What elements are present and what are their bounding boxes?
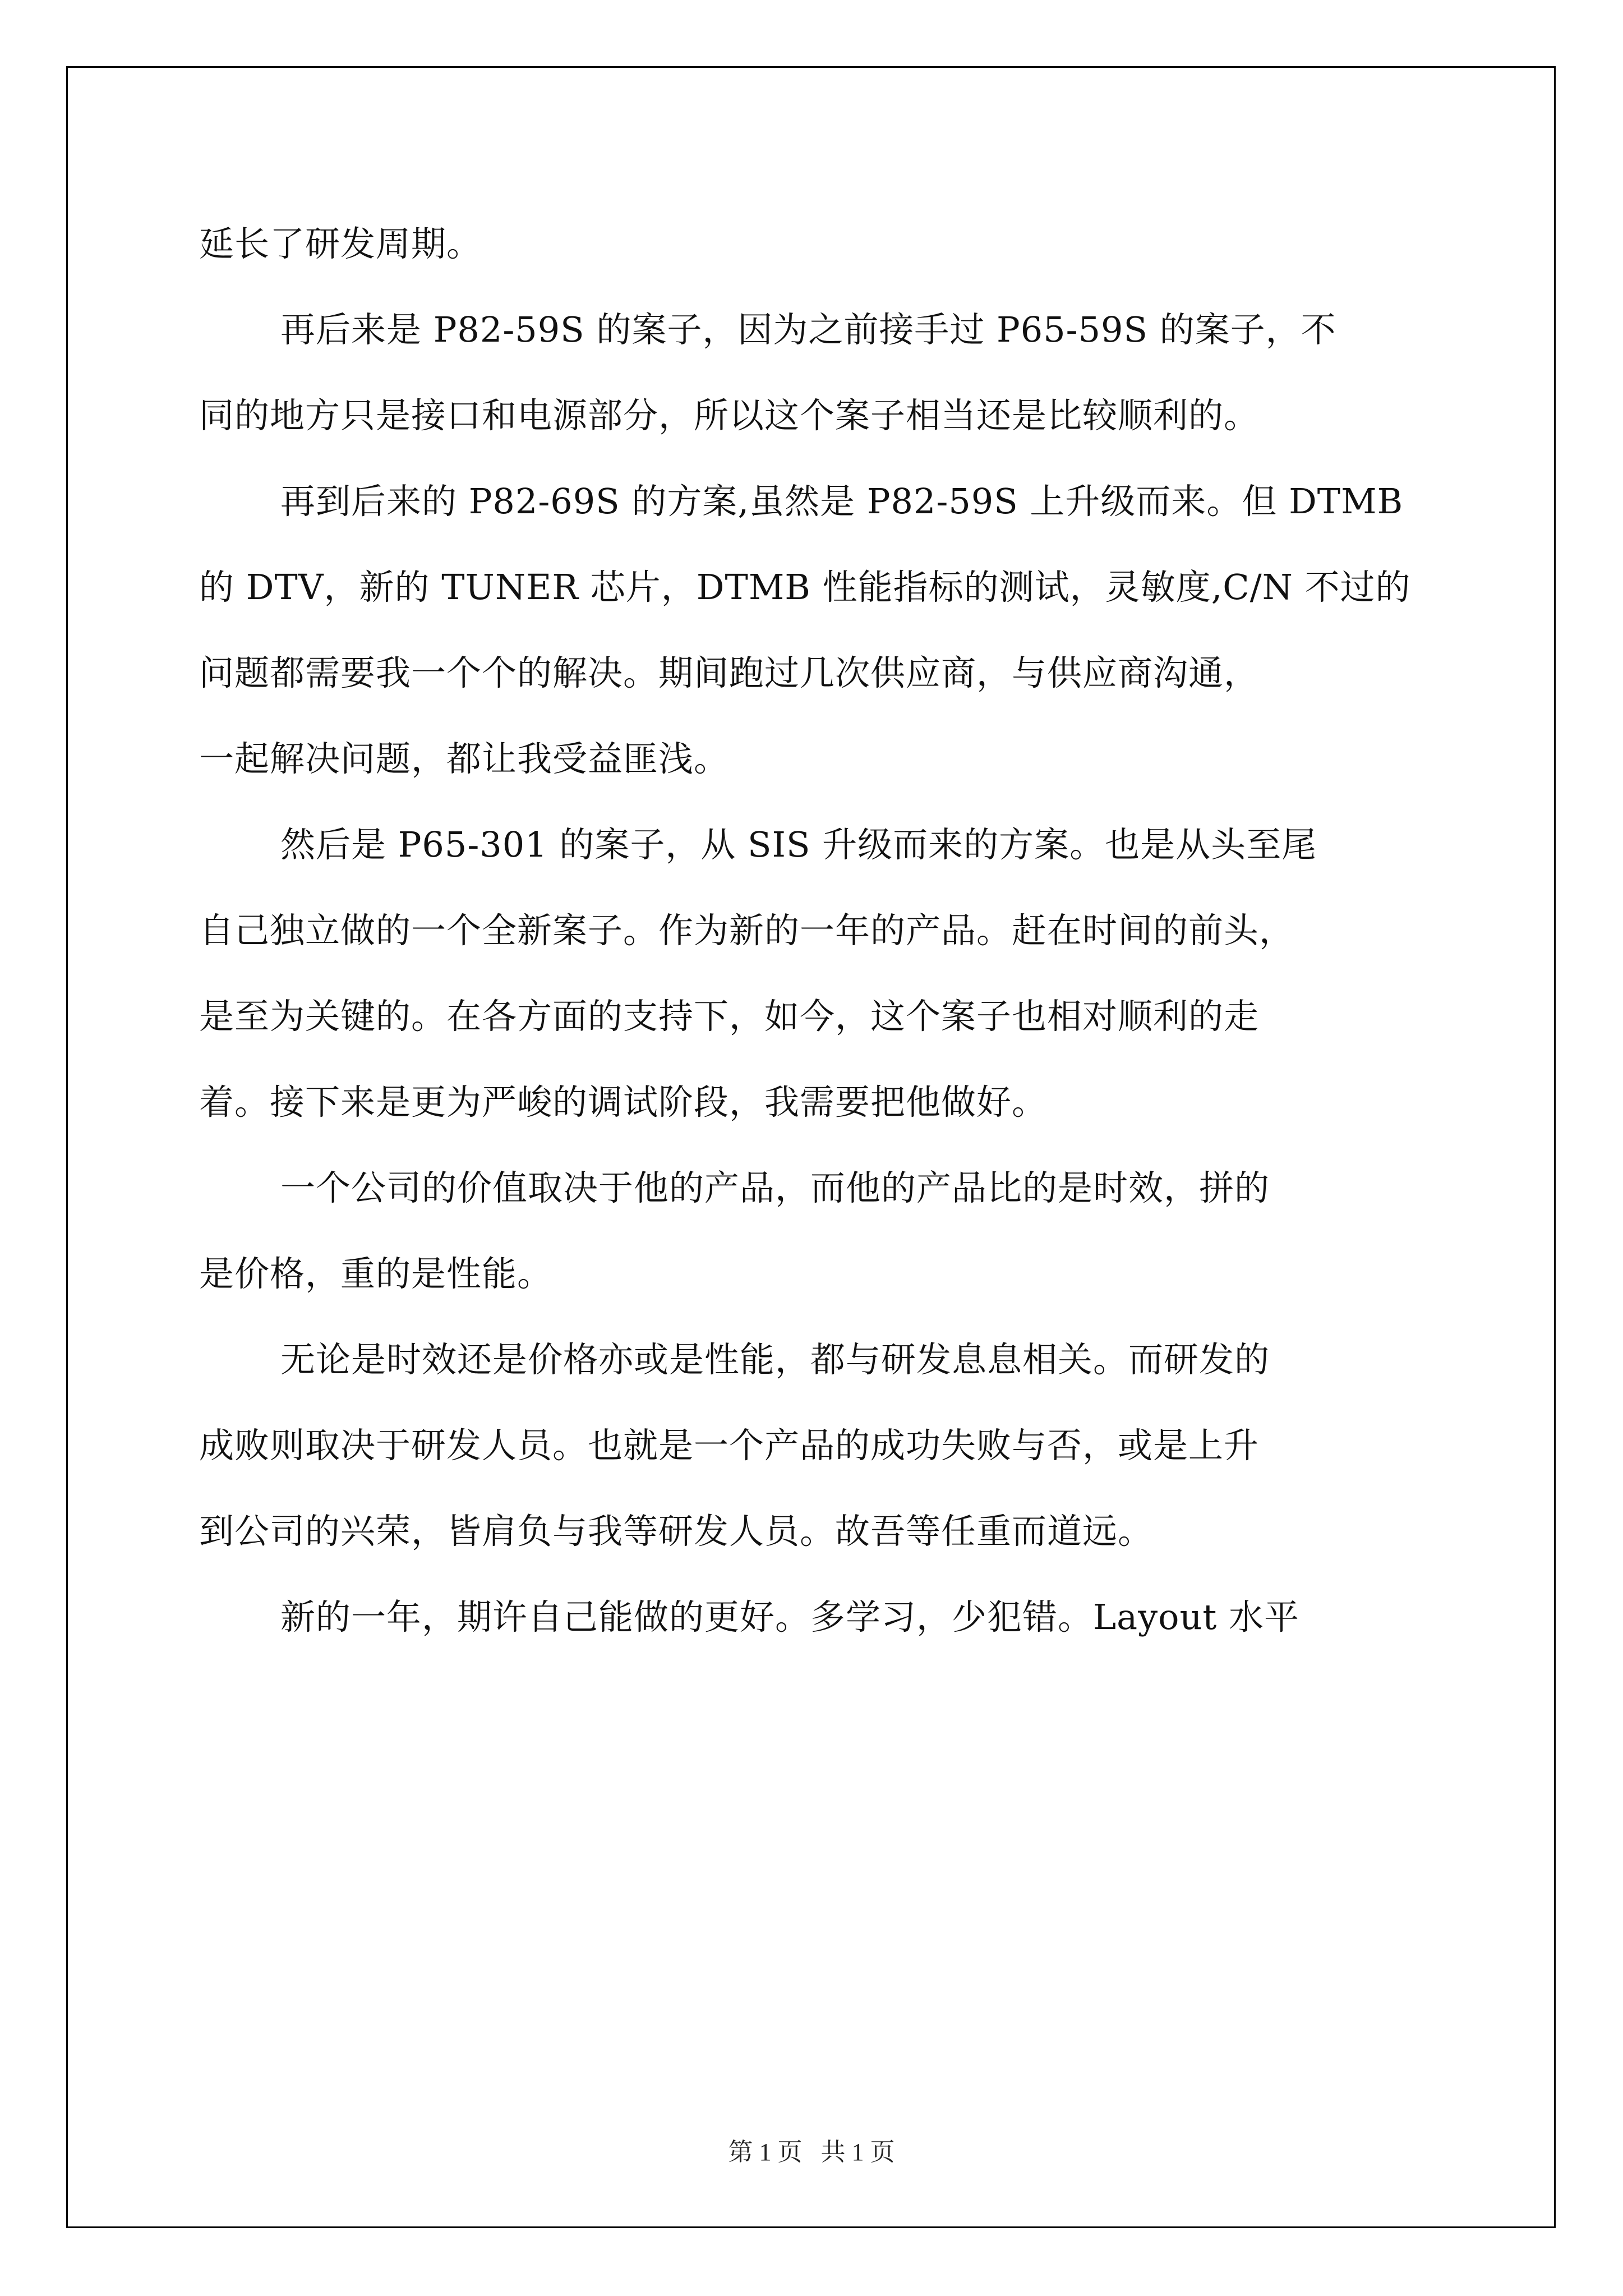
text-line: 然后是 P65-301 的案子，从 SIS 升级而来的方案。也是从头至尾 (280, 824, 1317, 865)
text-line: 问题都需要我一个个的解决。期间跑过几次供应商，与供应商沟通， (199, 652, 1260, 693)
text-line: 到公司的兴荣，皆肩负与我等研发人员。故吾等任重而道远。 (199, 1511, 1154, 1552)
text-line: 延长了研发周期。 (199, 223, 482, 264)
text-line: 的 DTV，新的 TUNER 芯片，DTMB 性能指标的测试，灵敏度,C/N 不过的 (199, 567, 1411, 608)
text-line: 新的一年，期许自己能做的更好。多学习，少犯错。Layout 水平 (280, 1596, 1300, 1637)
text-line: 再后来是 P82-59S 的案子，因为之前接手过 P65-59S 的案子，不 (280, 309, 1336, 350)
text-line: 是价格，重的是性能。 (199, 1253, 553, 1294)
text-line: 同的地方只是接口和电源部分，所以这个案子相当还是比较顺利的。 (199, 395, 1260, 436)
page-number-footer: 第 1 页 共 1 页 (728, 2138, 895, 2166)
text-line: 一起解决问题，都让我受益匪浅。 (199, 738, 730, 779)
text-line: 成败则取决于研发人员。也就是一个产品的成功失败与否，或是上升 (199, 1425, 1260, 1466)
document-body (199, 201, 1424, 1660)
text-line: 是至为关键的。在各方面的支持下，如今，这个案子也相对顺利的走 (199, 996, 1260, 1037)
text-line: 再到后来的 P82-69S 的方案,虽然是 P82-59S 上升级而来。但 DTMB (280, 481, 1404, 522)
text-line: 一个公司的价值取决于他的产品，而他的产品比的是时效，拼的 (280, 1167, 1270, 1208)
text-line: 自己独立做的一个全新案子。作为新的一年的产品。赶在时间的前头， (199, 910, 1295, 951)
text-line: 无论是时效还是价格亦或是性能，都与研发息息相关。而研发的 (280, 1339, 1270, 1380)
text-line: 着。接下来是更为严峻的调试阶段，我需要把他做好。 (199, 1082, 1048, 1122)
